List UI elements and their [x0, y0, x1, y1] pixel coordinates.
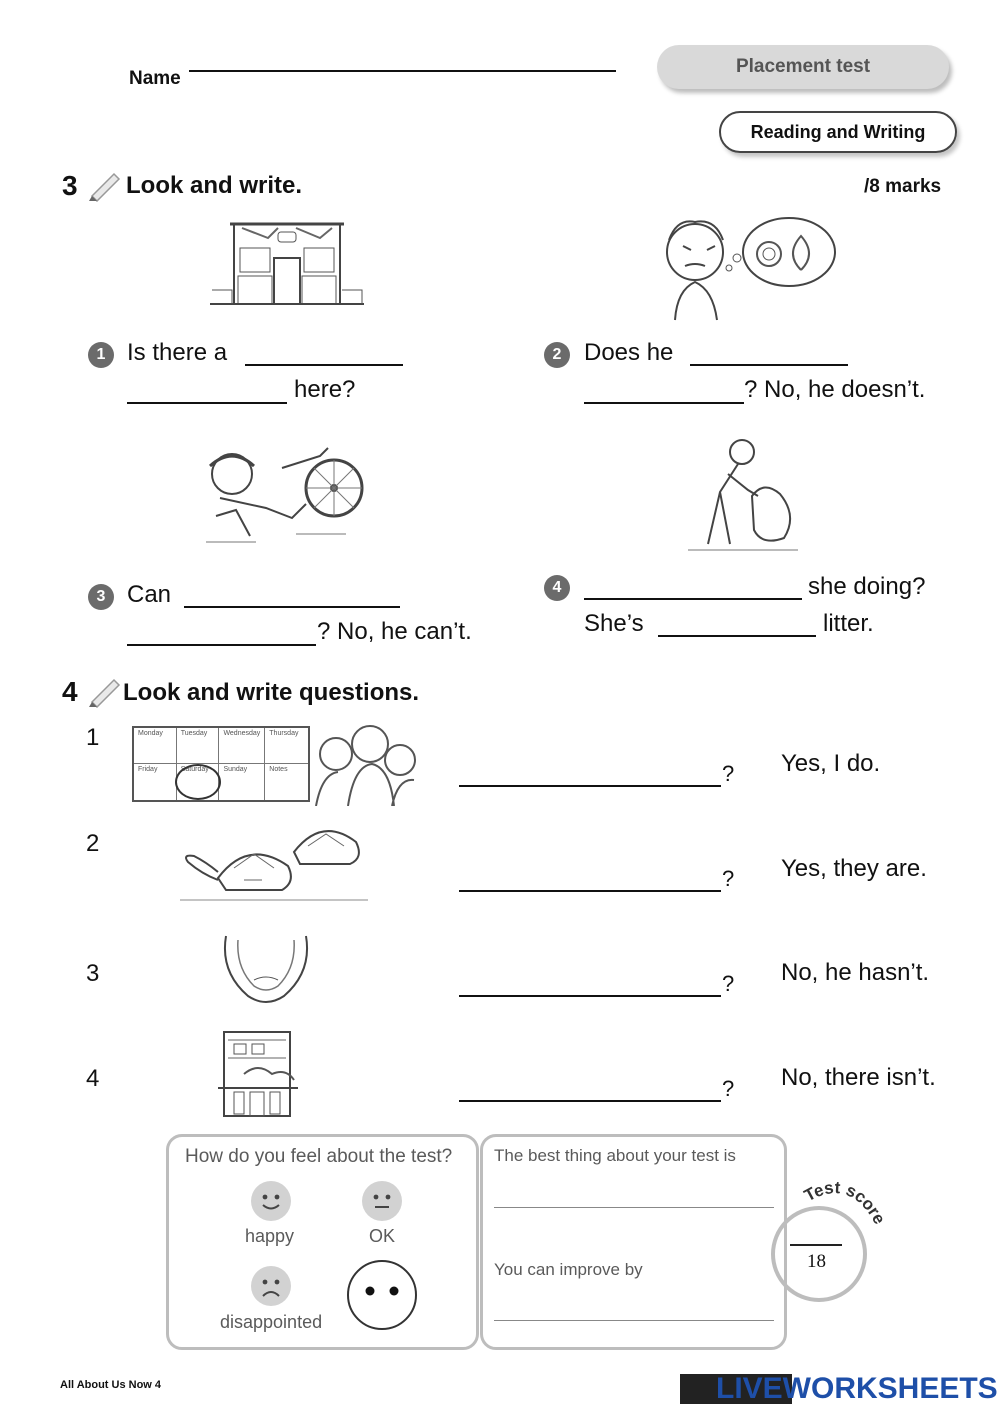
name-input-line[interactable] — [189, 70, 616, 72]
improve-line[interactable] — [494, 1320, 774, 1321]
tortoises-picture — [178, 818, 370, 904]
blank-face-icon[interactable] — [347, 1260, 417, 1330]
ex4-row1-number: 1 — [86, 724, 100, 751]
boy-fallen-bike-picture — [196, 438, 368, 550]
ok-face-icon[interactable] — [362, 1181, 402, 1221]
ex4-row3-question-mark: ? — [722, 971, 735, 996]
ex3-item4-ending: she doing? — [808, 573, 926, 600]
ex4-row3-number: 3 — [86, 960, 100, 987]
score-total: 18 — [807, 1251, 826, 1272]
name-label: Name — [129, 68, 181, 89]
calendar-day: Monday — [134, 728, 177, 764]
calendar-day-circled — [177, 764, 220, 800]
ex4-row3-answer-blank[interactable] — [459, 995, 721, 997]
ex3-item1-ending: here? — [294, 376, 356, 403]
calendar-day: Wednesday — [219, 728, 265, 764]
cinema-building-picture — [214, 1028, 304, 1120]
calendar-circle — [175, 764, 221, 800]
test-score-label: Test score — [801, 1178, 890, 1228]
calendar-day: Thursday — [265, 728, 308, 764]
ex4-row2-answer-blank[interactable] — [459, 890, 721, 892]
ex3-item4-blank-1[interactable] — [584, 598, 802, 600]
ex3-item1-blank-1[interactable] — [245, 364, 403, 366]
improve-label: You can improve by — [494, 1260, 643, 1279]
ok-label: OK — [369, 1226, 396, 1246]
exercise-3-marks: /8 marks — [864, 176, 942, 197]
ex4-row2-number: 2 — [86, 830, 100, 857]
ex4-row4-question-mark: ? — [722, 1076, 735, 1101]
girl-litter-picture — [668, 434, 808, 554]
happy-face-icon[interactable] — [251, 1181, 291, 1221]
liveworksheets-logo: LIVEWORKSHEETS — [716, 1372, 998, 1405]
calendar-day: Tuesday — [177, 728, 220, 764]
best-thing-line[interactable] — [494, 1207, 774, 1208]
ex4-row1-answer-blank[interactable] — [459, 785, 721, 787]
ex4-row4-answer: No, there isn’t. — [781, 1064, 936, 1091]
pencil-icon — [86, 168, 122, 202]
reading-writing-badge: Reading and Writing — [719, 111, 957, 153]
best-thing-label: The best thing about your test is — [494, 1146, 736, 1165]
placement-test-badge: Placement test — [657, 45, 949, 89]
ex3-item4-line2-ending: litter. — [823, 610, 874, 637]
ex4-row3-answer: No, he hasn’t. — [781, 959, 930, 986]
exercise-3-number: 3 — [62, 170, 78, 201]
ex4-row2-answer: Yes, they are. — [781, 855, 927, 882]
ex4-row4-answer-blank[interactable] — [459, 1100, 721, 1102]
ex3-item1-blank-2[interactable] — [127, 402, 287, 404]
beard-picture — [218, 932, 314, 1008]
item-number-4: 4 — [544, 575, 570, 601]
disappointed-face-icon[interactable] — [251, 1266, 291, 1306]
boy-thinking-picture — [655, 210, 837, 322]
calendar-day: Saturday — [180, 766, 209, 773]
ex3-item2-blank-2[interactable] — [584, 402, 744, 404]
item-number-1: 1 — [88, 342, 114, 368]
ex4-row1-answer: Yes, I do. — [781, 750, 881, 777]
exercise-4-number: 4 — [62, 676, 78, 707]
disappointed-label: disappointed — [220, 1312, 323, 1332]
calendar-day: Notes — [269, 766, 288, 773]
exercise-3-title: Look and write. — [126, 172, 303, 199]
happy-label: happy — [245, 1226, 295, 1246]
item-number-3: 3 — [88, 584, 114, 610]
ex4-row2-question-mark: ? — [722, 866, 735, 891]
ex3-item3-ending: ? No, he can’t. — [317, 618, 472, 645]
score-fraction-line[interactable] — [790, 1244, 842, 1246]
ex3-item4-line2-prefix: She’s — [584, 610, 644, 637]
ex3-item2-ending: ? No, he doesn’t. — [744, 376, 926, 403]
pencil-icon — [86, 674, 122, 708]
ex3-item2-prompt: Does he — [584, 339, 674, 366]
shop-building-picture — [208, 214, 366, 308]
exercise-4-title: Look and write questions. — [123, 679, 420, 706]
ex3-item3-prompt: Can — [127, 581, 172, 608]
ex3-item2-blank-1[interactable] — [690, 364, 848, 366]
reflection-box — [480, 1134, 787, 1350]
calendar-picture — [132, 726, 310, 802]
calendar-day: Sunday — [219, 764, 265, 800]
ex4-row1-question-mark: ? — [722, 761, 735, 786]
ex3-item3-blank-2[interactable] — [127, 644, 316, 646]
calendar-day: Friday — [134, 764, 177, 800]
book-title: All About Us Now 4 — [60, 1379, 162, 1391]
ex4-row4-number: 4 — [86, 1065, 100, 1092]
feelings-question: How do you feel about the test? — [185, 1146, 453, 1167]
ex3-item1-prompt: Is there a — [127, 339, 228, 366]
item-number-2: 2 — [544, 342, 570, 368]
children-group-picture — [314, 718, 418, 806]
ex3-item4-blank-2[interactable] — [658, 635, 816, 637]
ex3-item3-blank-1[interactable] — [184, 606, 400, 608]
